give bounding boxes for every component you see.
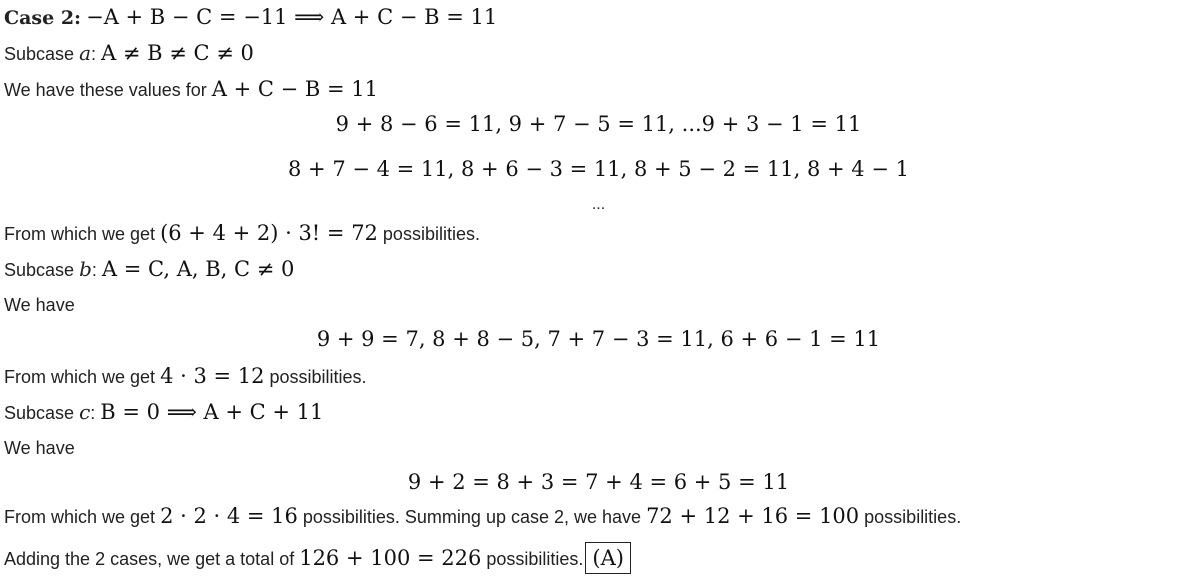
result-c-suffix: possibilities. bbox=[859, 507, 962, 527]
subcase-prefix: Subcase bbox=[4, 260, 80, 280]
subcase-colon: : bbox=[90, 403, 96, 423]
values-intro bbox=[4, 76, 378, 103]
answer-box: (A) bbox=[585, 542, 631, 574]
result-c-case-num: 2 bbox=[554, 507, 565, 527]
result-a-expr: (6 + 4 + 2) · 3! = 72 bbox=[160, 221, 378, 245]
subcase-a-heading bbox=[4, 40, 254, 67]
result-c bbox=[4, 503, 961, 530]
final-prefix: Adding the bbox=[4, 549, 96, 569]
result-b-suffix: possibilities. bbox=[264, 367, 367, 387]
final-num: 2 bbox=[95, 549, 106, 569]
we-have-b: We have bbox=[4, 295, 75, 315]
subcase-prefix: Subcase bbox=[4, 44, 80, 64]
result-c-prefix: From which we get bbox=[4, 507, 161, 527]
case-2-heading bbox=[4, 4, 497, 31]
result-a-suffix: possibilities. bbox=[377, 224, 480, 244]
subcase-letter: c bbox=[79, 400, 91, 424]
subcase-letter: b bbox=[79, 257, 92, 281]
subcase-prefix: Subcase bbox=[4, 403, 80, 423]
ellipsis: ... bbox=[591, 196, 606, 213]
equation-c: 9 + 2 = 8 + 3 = 7 + 4 = 6 + 5 = 11 bbox=[407, 470, 790, 494]
result-a-prefix: From which we get bbox=[4, 224, 161, 244]
we-have-c: We have bbox=[4, 438, 75, 458]
subcase-colon: : bbox=[91, 260, 97, 280]
subcase-condition: A ≠ B ≠ C ≠ 0 bbox=[101, 41, 254, 65]
final-mid: cases, we get a total of bbox=[105, 549, 300, 569]
final-result bbox=[4, 542, 631, 574]
equation-b: 9 + 9 = 7, 8 + 8 − 5, 7 + 7 − 3 = 11, 6 + 6 − 1 = 11 bbox=[316, 327, 881, 351]
subcase-condition: B = 0 ⟹ A + C + 11 bbox=[100, 400, 324, 424]
final-expr: 126 + 100 = 226 bbox=[299, 546, 482, 570]
equation-line-2: 8 + 7 − 4 = 11, 8 + 6 − 3 = 11, 8 + 5 − 2 = 11, 8 + 4 − 1 bbox=[288, 157, 909, 181]
result-c-expr: 2 · 2 · 4 = 16 bbox=[160, 504, 298, 528]
result-b bbox=[4, 363, 367, 390]
result-a bbox=[4, 220, 480, 247]
result-c-sum-expr: 72 + 12 + 16 = 100 bbox=[646, 504, 860, 528]
values-intro-expr: A + C − B = 11 bbox=[211, 77, 379, 101]
subcase-letter: a bbox=[79, 41, 91, 65]
subcase-condition: A = C, A, B, C ≠ 0 bbox=[101, 257, 295, 281]
result-c-mid2: , we have bbox=[564, 507, 647, 527]
subcase-c-heading bbox=[4, 399, 323, 426]
final-suffix: possibilities. bbox=[481, 549, 584, 569]
result-c-mid: possibilities. Summing up case bbox=[297, 507, 554, 527]
result-b-prefix: From which we get bbox=[4, 367, 161, 387]
equation-line-1: 9 + 8 − 6 = 11, 9 + 7 − 5 = 11, ...9 + 3 − 1 = 11 bbox=[335, 112, 862, 136]
result-b-expr: 4 · 3 = 12 bbox=[160, 364, 265, 388]
case-equation: −A + B − C = −11 ⟹ A + C − B = 11 bbox=[86, 5, 498, 29]
case-label: Case 2: bbox=[4, 7, 82, 29]
subcase-b-heading bbox=[4, 256, 294, 283]
subcase-colon: : bbox=[91, 44, 97, 64]
values-intro-text: We have these values for bbox=[4, 80, 212, 100]
